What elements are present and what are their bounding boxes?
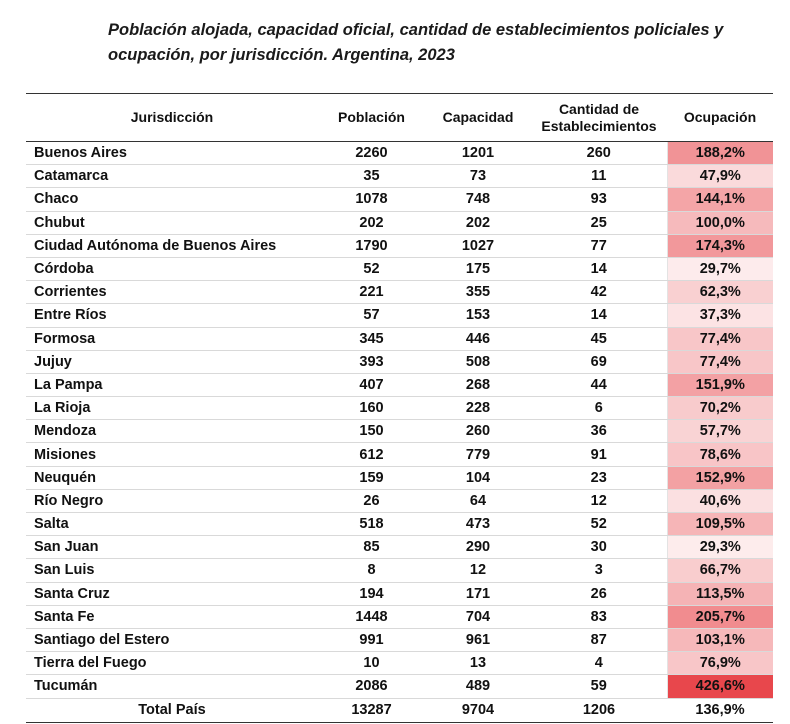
cell-poblacion: 159 — [318, 466, 425, 489]
cell-jurisdiccion: Buenos Aires — [26, 142, 318, 165]
cell-jurisdiccion: La Rioja — [26, 397, 318, 420]
cell-capacidad: 260 — [425, 420, 531, 443]
cell-poblacion: 1078 — [318, 188, 425, 211]
total-capacidad: 9704 — [425, 698, 531, 722]
cell-establecimientos: 4 — [531, 652, 667, 675]
table-row — [26, 489, 773, 512]
cell-ocupacion: 37,3% — [667, 304, 773, 327]
cell-jurisdiccion: Catamarca — [26, 165, 318, 188]
cell-ocupacion: 47,9% — [667, 165, 773, 188]
table-row — [26, 536, 773, 559]
cell-establecimientos: 44 — [531, 373, 667, 396]
cell-ocupacion: 66,7% — [667, 559, 773, 582]
cell-jurisdiccion: Chubut — [26, 211, 318, 234]
table-row — [26, 675, 773, 698]
occupancy-table — [26, 93, 773, 723]
table-row — [26, 350, 773, 373]
column-header-jurisdiccion: Jurisdicción — [26, 94, 318, 142]
cell-ocupacion: 174,3% — [667, 234, 773, 257]
table-row — [26, 605, 773, 628]
cell-capacidad: 153 — [425, 304, 531, 327]
cell-capacidad: 13 — [425, 652, 531, 675]
cell-jurisdiccion: Entre Ríos — [26, 304, 318, 327]
table-row — [26, 559, 773, 582]
cell-establecimientos: 91 — [531, 443, 667, 466]
table-row — [26, 327, 773, 350]
cell-capacidad: 446 — [425, 327, 531, 350]
cell-ocupacion: 29,7% — [667, 257, 773, 280]
cell-capacidad: 1201 — [425, 142, 531, 165]
cell-establecimientos: 83 — [531, 605, 667, 628]
cell-establecimientos: 42 — [531, 281, 667, 304]
cell-ocupacion: 144,1% — [667, 188, 773, 211]
cell-poblacion: 35 — [318, 165, 425, 188]
cell-ocupacion: 40,6% — [667, 489, 773, 512]
table-row — [26, 304, 773, 327]
cell-establecimientos: 6 — [531, 397, 667, 420]
cell-jurisdiccion: Ciudad Autónoma de Buenos Aires — [26, 234, 318, 257]
cell-poblacion: 8 — [318, 559, 425, 582]
cell-ocupacion: 78,6% — [667, 443, 773, 466]
cell-ocupacion: 29,3% — [667, 536, 773, 559]
cell-poblacion: 26 — [318, 489, 425, 512]
cell-establecimientos: 26 — [531, 582, 667, 605]
cell-ocupacion: 57,7% — [667, 420, 773, 443]
cell-capacidad: 489 — [425, 675, 531, 698]
cell-jurisdiccion: Santiago del Estero — [26, 628, 318, 651]
cell-capacidad: 779 — [425, 443, 531, 466]
cell-jurisdiccion: Misiones — [26, 443, 318, 466]
cell-jurisdiccion: Tierra del Fuego — [26, 652, 318, 675]
cell-establecimientos: 14 — [531, 257, 667, 280]
table-body — [26, 142, 773, 699]
cell-jurisdiccion: La Pampa — [26, 373, 318, 396]
cell-jurisdiccion: Mendoza — [26, 420, 318, 443]
cell-jurisdiccion: Formosa — [26, 327, 318, 350]
table-title: Población alojada, capacidad oficial, cantidad de establecimientos policiales y ocupación, por jurisdicción. Argentina, 2023 — [108, 21, 724, 64]
cell-capacidad: 1027 — [425, 234, 531, 257]
cell-poblacion: 991 — [318, 628, 425, 651]
cell-ocupacion: 113,5% — [667, 582, 773, 605]
cell-establecimientos: 59 — [531, 675, 667, 698]
cell-establecimientos: 25 — [531, 211, 667, 234]
table-row — [26, 165, 773, 188]
cell-capacidad: 704 — [425, 605, 531, 628]
total-row — [26, 698, 773, 722]
table-row — [26, 582, 773, 605]
cell-capacidad: 73 — [425, 165, 531, 188]
table-row — [26, 397, 773, 420]
cell-establecimientos: 87 — [531, 628, 667, 651]
cell-establecimientos: 77 — [531, 234, 667, 257]
cell-jurisdiccion: San Juan — [26, 536, 318, 559]
cell-establecimientos: 260 — [531, 142, 667, 165]
cell-capacidad: 268 — [425, 373, 531, 396]
total-poblacion: 13287 — [318, 698, 425, 722]
cell-capacidad: 12 — [425, 559, 531, 582]
cell-capacidad: 64 — [425, 489, 531, 512]
cell-capacidad: 355 — [425, 281, 531, 304]
cell-poblacion: 2086 — [318, 675, 425, 698]
cell-ocupacion: 62,3% — [667, 281, 773, 304]
cell-jurisdiccion: Chaco — [26, 188, 318, 211]
cell-poblacion: 202 — [318, 211, 425, 234]
table-row — [26, 628, 773, 651]
cell-poblacion: 1790 — [318, 234, 425, 257]
cell-establecimientos: 69 — [531, 350, 667, 373]
cell-establecimientos: 12 — [531, 489, 667, 512]
table-row — [26, 373, 773, 396]
table-row — [26, 234, 773, 257]
cell-establecimientos: 52 — [531, 513, 667, 536]
cell-poblacion: 407 — [318, 373, 425, 396]
cell-capacidad: 175 — [425, 257, 531, 280]
table-row — [26, 257, 773, 280]
cell-jurisdiccion: Santa Fe — [26, 605, 318, 628]
cell-poblacion: 10 — [318, 652, 425, 675]
cell-ocupacion: 77,4% — [667, 327, 773, 350]
cell-capacidad: 171 — [425, 582, 531, 605]
cell-ocupacion: 426,6% — [667, 675, 773, 698]
column-header-establecimientos: Cantidad de Establecimientos — [531, 94, 667, 142]
cell-jurisdiccion: Neuquén — [26, 466, 318, 489]
cell-ocupacion: 205,7% — [667, 605, 773, 628]
cell-capacidad: 473 — [425, 513, 531, 536]
cell-ocupacion: 77,4% — [667, 350, 773, 373]
cell-ocupacion: 188,2% — [667, 142, 773, 165]
cell-poblacion: 194 — [318, 582, 425, 605]
cell-poblacion: 2260 — [318, 142, 425, 165]
column-header-capacidad: Capacidad — [425, 94, 531, 142]
cell-ocupacion: 152,9% — [667, 466, 773, 489]
cell-establecimientos: 30 — [531, 536, 667, 559]
cell-capacidad: 961 — [425, 628, 531, 651]
cell-poblacion: 160 — [318, 397, 425, 420]
cell-ocupacion: 103,1% — [667, 628, 773, 651]
cell-jurisdiccion: San Luis — [26, 559, 318, 582]
cell-poblacion: 57 — [318, 304, 425, 327]
table-row — [26, 513, 773, 536]
cell-poblacion: 345 — [318, 327, 425, 350]
cell-jurisdiccion: Córdoba — [26, 257, 318, 280]
cell-jurisdiccion: Santa Cruz — [26, 582, 318, 605]
cell-poblacion: 612 — [318, 443, 425, 466]
table-row — [26, 142, 773, 165]
cell-poblacion: 150 — [318, 420, 425, 443]
cell-capacidad: 748 — [425, 188, 531, 211]
cell-capacidad: 290 — [425, 536, 531, 559]
cell-establecimientos: 36 — [531, 420, 667, 443]
cell-ocupacion: 70,2% — [667, 397, 773, 420]
table-row — [26, 188, 773, 211]
table-row — [26, 466, 773, 489]
cell-jurisdiccion: Jujuy — [26, 350, 318, 373]
table-row — [26, 652, 773, 675]
cell-capacidad: 228 — [425, 397, 531, 420]
cell-ocupacion: 76,9% — [667, 652, 773, 675]
cell-poblacion: 518 — [318, 513, 425, 536]
total-establecimientos: 1206 — [531, 698, 667, 722]
cell-poblacion: 393 — [318, 350, 425, 373]
table-row — [26, 443, 773, 466]
cell-poblacion: 221 — [318, 281, 425, 304]
cell-ocupacion: 151,9% — [667, 373, 773, 396]
total-ocupacion: 136,9% — [667, 698, 773, 722]
cell-establecimientos: 3 — [531, 559, 667, 582]
cell-capacidad: 202 — [425, 211, 531, 234]
column-header-ocupacion: Ocupación — [667, 94, 773, 142]
cell-establecimientos: 14 — [531, 304, 667, 327]
cell-jurisdiccion: Corrientes — [26, 281, 318, 304]
cell-jurisdiccion: Salta — [26, 513, 318, 536]
cell-establecimientos: 11 — [531, 165, 667, 188]
cell-poblacion: 85 — [318, 536, 425, 559]
cell-establecimientos: 45 — [531, 327, 667, 350]
cell-jurisdiccion: Tucumán — [26, 675, 318, 698]
cell-ocupacion: 100,0% — [667, 211, 773, 234]
total-label: Total País — [26, 698, 318, 722]
table-row — [26, 420, 773, 443]
cell-capacidad: 508 — [425, 350, 531, 373]
cell-poblacion: 1448 — [318, 605, 425, 628]
header-row — [26, 94, 773, 142]
cell-capacidad: 104 — [425, 466, 531, 489]
column-header-poblacion: Población — [318, 94, 425, 142]
cell-establecimientos: 93 — [531, 188, 667, 211]
cell-jurisdiccion: Río Negro — [26, 489, 318, 512]
table-row — [26, 211, 773, 234]
cell-establecimientos: 23 — [531, 466, 667, 489]
cell-ocupacion: 109,5% — [667, 513, 773, 536]
table-row — [26, 281, 773, 304]
cell-poblacion: 52 — [318, 257, 425, 280]
